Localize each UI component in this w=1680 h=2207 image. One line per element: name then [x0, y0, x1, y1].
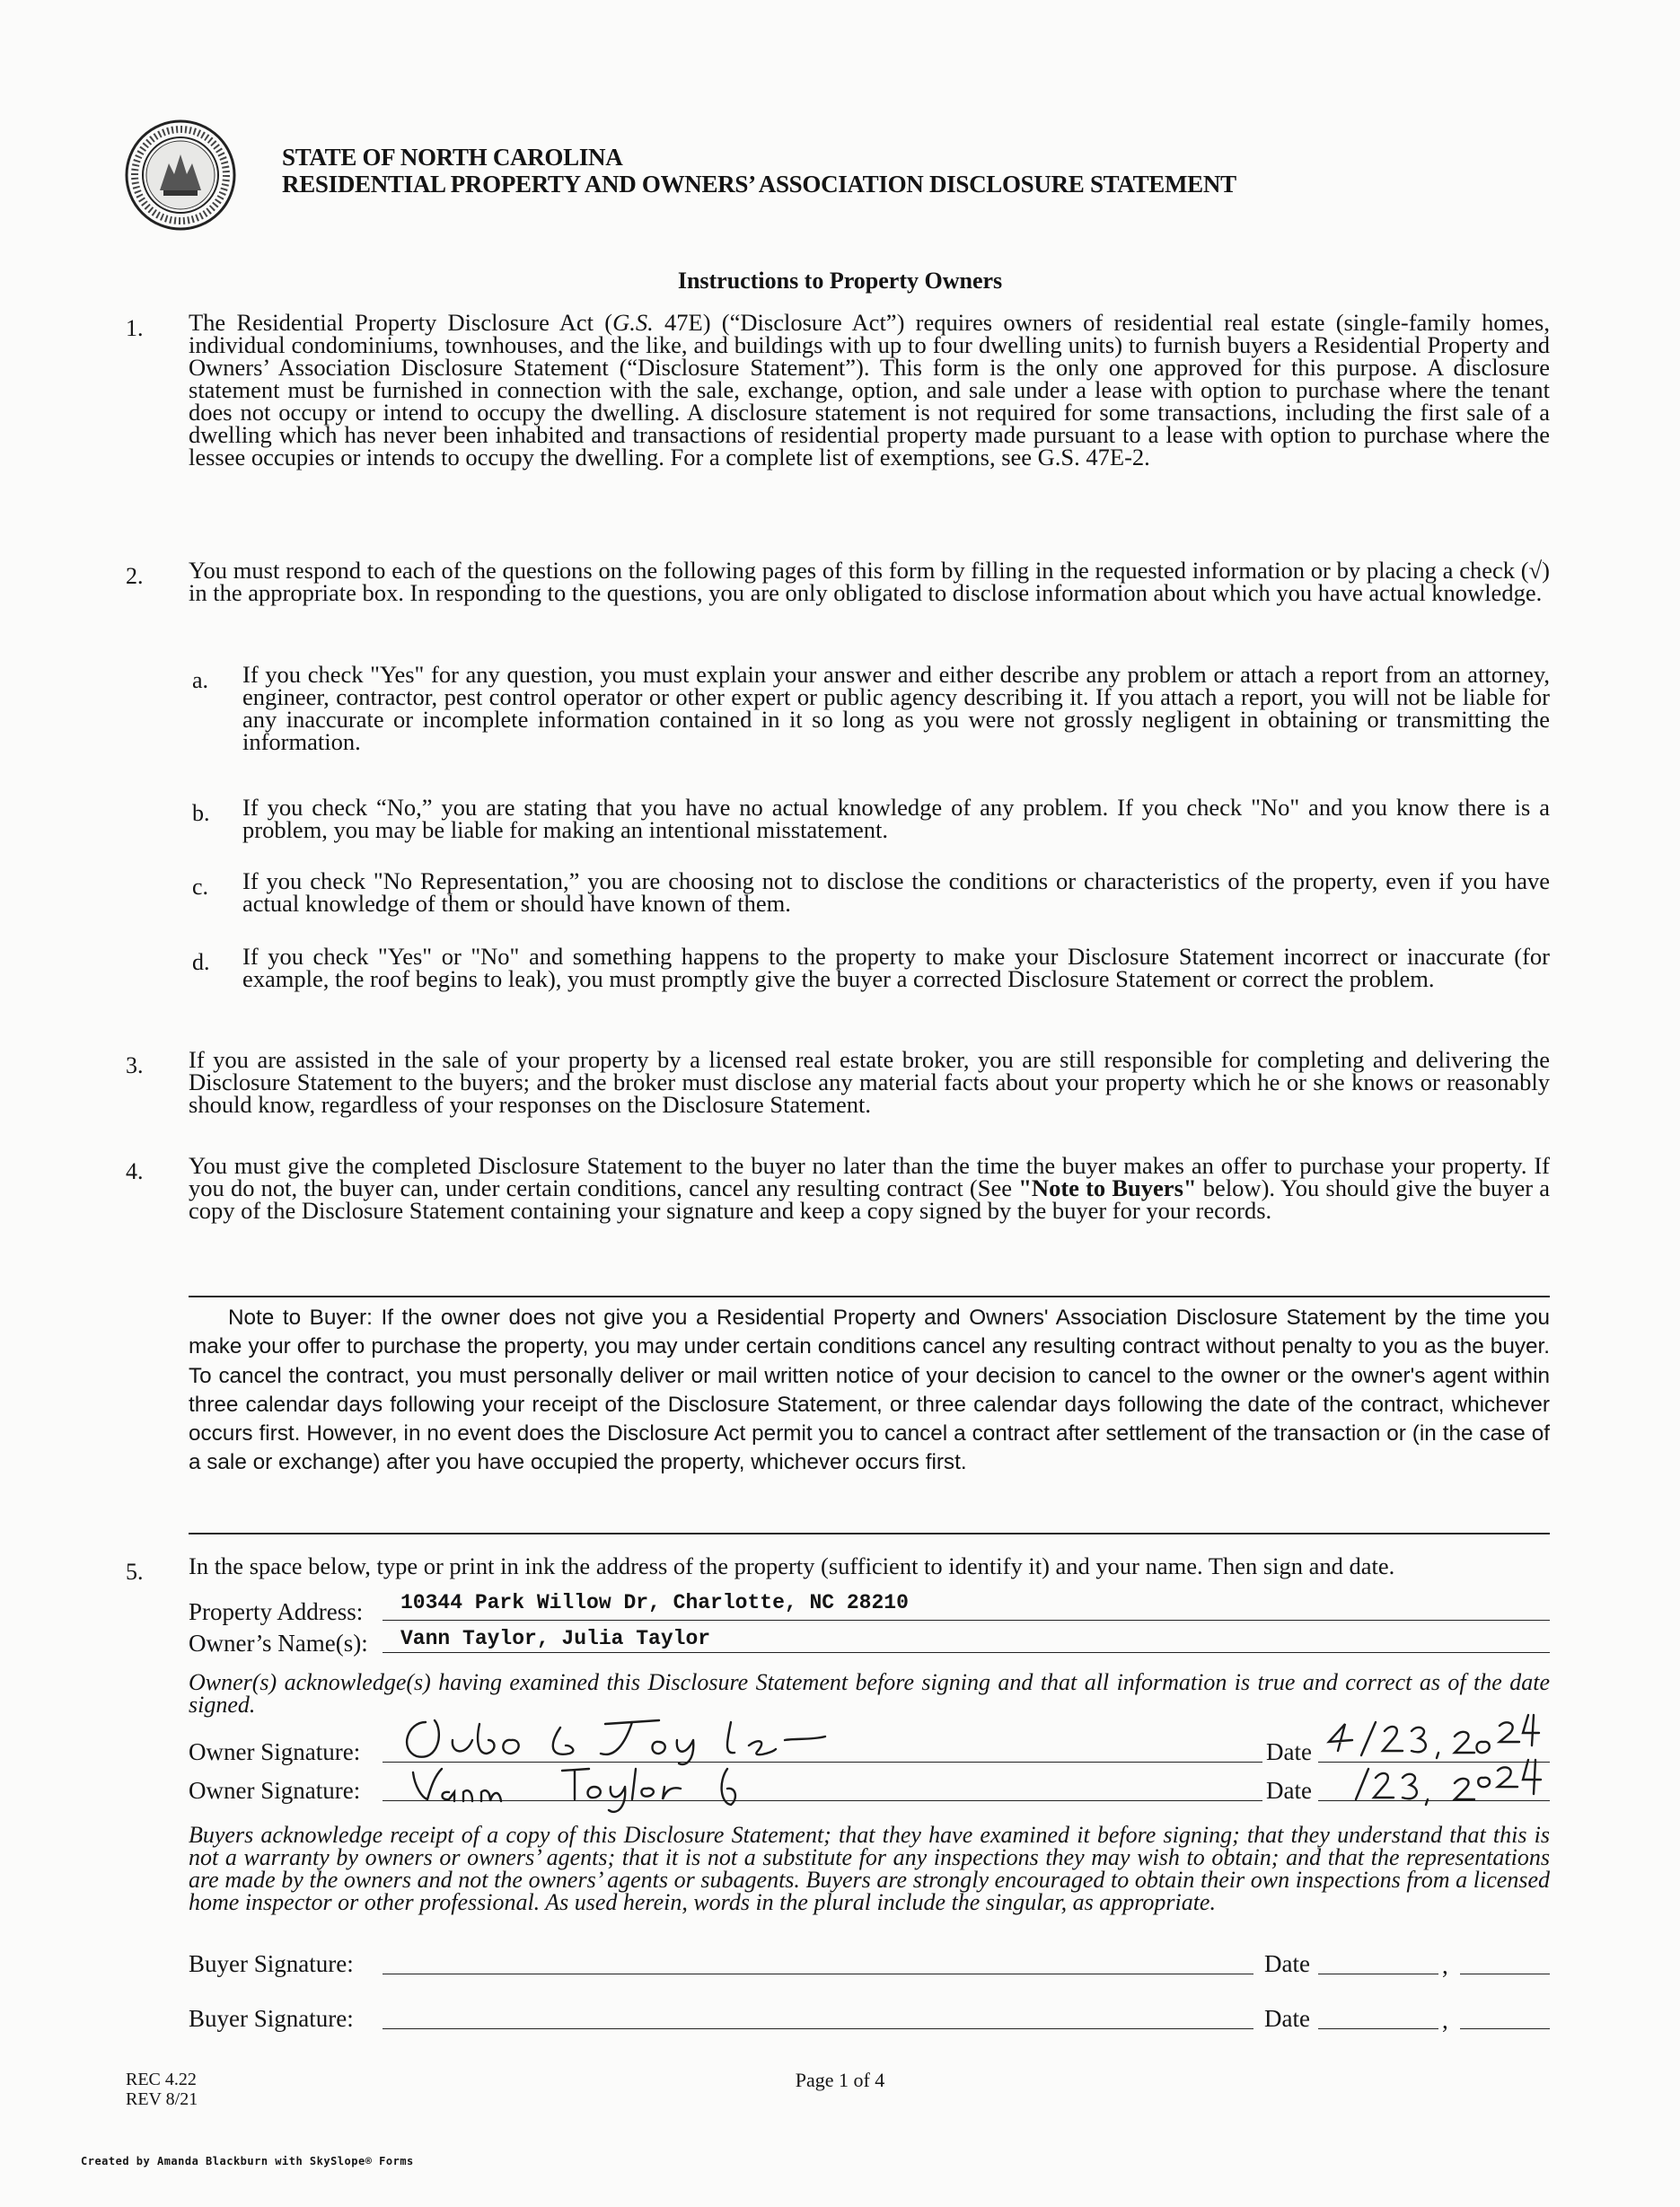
item-3-number: 3. — [126, 1052, 144, 1078]
buyer-date-1-label: Date — [1264, 1950, 1310, 1977]
owner-acknowledgement: Owner(s) acknowledge(s) having examined this Disclosure Statement before signing and that all information is true and correct as of the date signed. — [189, 1669, 1550, 1718]
item-2b-letter: b. — [192, 800, 210, 826]
header-form-title: RESIDENTIAL PROPERTY AND OWNERS’ ASSOCIATION DISCLOSURE STATEMENT — [282, 171, 1236, 198]
item-2d-text: If you check "Yes" or "No" and something happens to the property to make your Disclosure Statement incorrect or inaccurate (for example, the roof begins to leak), you must promptly give the buyer a corrected Disclosure Statement or correct the problem. — [242, 943, 1550, 992]
owner-date-2-image[interactable] — [1320, 1751, 1544, 1808]
item-2-text: You must respond to each of the questions on the following pages of this form by filling in the requested information or by placing a check (√) in the appropriate box. In responding to the questions, you are only obligated to disclose information about which you have actual knowledge. — [189, 557, 1550, 606]
instructions-title: Instructions to Property Owners — [677, 268, 1003, 294]
property-address-label: Property Address: — [189, 1598, 364, 1625]
owners-name-field[interactable]: Vann Taylor, Julia Taylor — [400, 1627, 711, 1650]
item-4-number: 4. — [126, 1158, 144, 1184]
page-number: Page 1 of 4 — [795, 2069, 885, 2091]
item-2c-text: If you check "No Representation,” you are choosing not to disclose the conditions or characteristics of the property, even if you have actual knowledge of them or should have known of them. — [242, 867, 1550, 917]
owner-signature-1-image[interactable] — [390, 1704, 893, 1767]
owner-date-2-label: Date — [1266, 1777, 1312, 1804]
item-2-number: 2. — [126, 563, 144, 589]
item-5-intro: In the space below, type or print in ink the address of the property (sufficient to identify it) and your name. Then sign and date. — [189, 1552, 1395, 1579]
item-3-text: If you are assisted in the sale of your property by a licensed real estate broker, you are still responsible for completing and delivering the Disclosure Statement to the buyers; and the broker must disclose any material facts about your property which he or she knows or reasonably should know, regardless of your responses on the Disclosure Statement. — [189, 1046, 1550, 1118]
buyer-acknowledgement: Buyers acknowledge receipt of a copy of this Disclosure Statement; that they have examined it before signing; that they understand that this is not a warranty by owners or owners’ agents; that it is not a substitute for any inspections they may wish to obtain; and that the representations are made by the owners and not the owners’ agents or subagents. Buyers are strongly encouraged to obtain their own inspections from a licensed home inspector or other professional. As used herein, words in the plural include the singular, as appropriate. — [189, 1822, 1550, 1915]
header-state: STATE OF NORTH CAROLINA — [282, 144, 623, 171]
buyer-date-1-comma: , — [1442, 1952, 1448, 1979]
item-2c-letter: c. — [192, 874, 209, 900]
item-2d-letter: d. — [192, 949, 210, 975]
item-4-text: You must give the completed Disclosure Statement to the buyer no later than the time the buyer makes an offer to purchase your property. If you do not, the buyer can, under certain conditions, cancel any resulting contract (See "Note to Buyers" below). You should give the buyer a copy of the Disclosure Statement containing your signature and keep a copy signed by the buyer for your records. — [189, 1152, 1551, 1224]
buyer-signature-1-label: Buyer Signature: — [189, 1950, 354, 1977]
form-code: REC 4.22 — [126, 2070, 197, 2089]
item-5-number: 5. — [126, 1559, 144, 1585]
buyer-year-2-field[interactable] — [1460, 2028, 1550, 2029]
owner-signature-2-image[interactable] — [395, 1760, 790, 1814]
buyer-date-2-comma: , — [1442, 2007, 1448, 2034]
form-revision: REV 8/21 — [126, 2089, 198, 2109]
nc-real-estate-commission-seal — [124, 119, 237, 232]
item-2b-text: If you check “No,” you are stating that you have no actual knowledge of any problem. If you check "No" and you know there is a problem, you may be liable for making an intentional misstatement. — [242, 794, 1550, 843]
owner-signature-1-label: Owner Signature: — [189, 1738, 361, 1765]
note-top-rule — [189, 1296, 1550, 1297]
item-2a-letter: a. — [192, 667, 209, 693]
item-2a-text: If you check "Yes" for any question, you must explain your answer and either describe any problem or attach a report from an attorney, engineer, contractor, pest control operator or other expert or public agency describing it. If you attach a report, you will not be liable for any inaccurate or incomplete information contained in it so long as you were not grossly negligent in obtaining or transmitting the information. — [242, 661, 1550, 755]
owners-name-line — [383, 1652, 1550, 1653]
property-address-field[interactable]: 10344 Park Willow Dr, Charlotte, NC 28210 — [400, 1591, 909, 1614]
buyer-date-2-label: Date — [1264, 2005, 1310, 2032]
owner-date-1-label: Date — [1266, 1738, 1312, 1765]
item-1-text: The Residential Property Disclosure Act (G.S. 47E) (“Disclosure Act”) requires owners of residential real estate (single-family homes, individual condominiums, townhouses, and the like, and buildings with up to four dwelling units) to furnish buyers a Residential Property and Owners’ Association Disclosure Statement (“Disclosure Statement”). This form is the only one approved for this purpose. A disclosure statement must be furnished in connection with the sale, exchange, option, and sale under a lease with option to purchase where the tenant does not occupy or intend to occupy the dwelling. A disclosure statement is not required for some transactions, including the first sale of a dwelling which has never been inhabited and transactions of residential property made pursuant to a lease with option to purchase where the lessee occupies or intends to occupy the dwelling. For a complete list of exemptions, see G.S. 47E-2. — [189, 309, 1550, 470]
note-to-buyer: Note to Buyer: If the owner does not give you a Residential Property and Owners' Association Disclosure Statement by the time you make your offer to purchase the property, you may under certain conditions cancel any resulting contract without penalty to you as the buyer. To cancel the contract, you must personally deliver or mail written notice of your decision to cancel to the owner or the owner's agent within three calendar days following your receipt of the Disclosure Statement, or three calendar days following the date of the contract, whichever occurs first. However, in no event does the Disclosure Act permit you to cancel a contract after settlement of the transaction or (in the case of a sale or exchange) after you have occupied the property, whichever occurs first. — [189, 1306, 1550, 1475]
owner-signature-2-label: Owner Signature: — [189, 1777, 361, 1804]
property-address-line — [383, 1620, 1550, 1621]
note-bottom-rule — [189, 1533, 1550, 1534]
buyer-date-2-field[interactable] — [1318, 2028, 1438, 2029]
created-by: Created by Amanda Blackburn with SkySlope® Forms — [81, 2155, 414, 2167]
buyer-signature-2-field[interactable] — [383, 2028, 1253, 2029]
buyer-signature-2-label: Buyer Signature: — [189, 2005, 354, 2032]
owners-name-label: Owner’s Name(s): — [189, 1630, 368, 1657]
item-1-number: 1. — [126, 315, 144, 341]
